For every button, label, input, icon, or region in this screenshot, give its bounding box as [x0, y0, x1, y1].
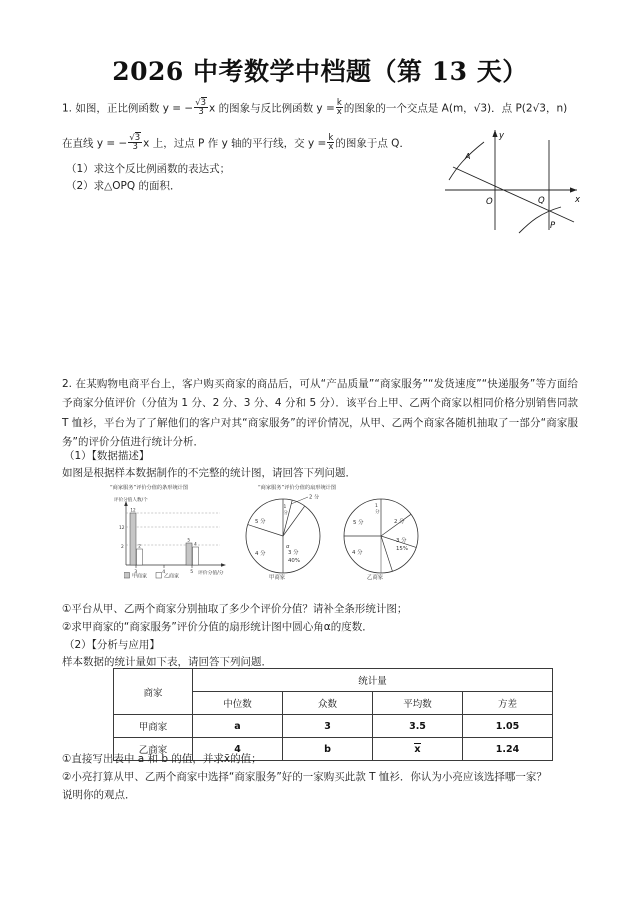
table-row-jia-mode: 3 — [283, 715, 373, 738]
fraction-sqrt3-over-3: $\frac{√3}{3}$ — [195, 97, 207, 118]
pie-yi-slice-2fen: 2 分 — [394, 519, 405, 525]
statistics-table — [113, 668, 553, 761]
legend-label-yi: 乙商家 — [164, 573, 180, 580]
pie-yi-caption: 乙商家 — [367, 575, 384, 580]
table-row-jia-variance: 1.05 — [463, 715, 553, 738]
statistics-charts — [110, 484, 440, 584]
pie-jia-slice-5fen: 5 分 — [255, 519, 266, 525]
fraction-k-over-x: $\frac{k}{x}$ — [336, 97, 342, 118]
bar-chart-y-tick-2: 2 — [121, 545, 124, 550]
pie-yi-slice-3fen-pct: 15% — [396, 546, 408, 552]
bar-chart-legend — [124, 570, 234, 582]
problem-1-line1-a: 如图，正比例函数 y = − — [75, 102, 194, 115]
figure-label-Q: Q — [538, 196, 545, 206]
bar-chart-x-tick-5: 5 — [190, 570, 194, 575]
table-row-yi-mean — [373, 738, 463, 761]
figure-label-O: O — [486, 197, 493, 207]
fraction-sqrt3-over-3-b: $\frac{√3}{3}$ — [129, 132, 141, 153]
pie-chart-jia — [236, 492, 330, 580]
pie-yi-slice-5fen: 5 分 — [353, 520, 364, 526]
pie-yi-slice-3fen: 3 分 — [396, 538, 407, 544]
problem-2-paragraph — [62, 375, 578, 453]
problem-1-statement — [62, 99, 582, 118]
pie-yi-slice-1fen: 1 — [375, 504, 378, 509]
problem-1-line1-c: 的图象的一个交点是 A(m，√3)．点 P(2√3，n) — [343, 102, 568, 115]
pie-chart-yi — [334, 492, 428, 580]
bar-chart-y-tick-12: 12 — [119, 526, 125, 531]
legend-swatch-yi — [156, 573, 162, 579]
problem-1-sub-2: （2）求△OPQ 的面积． — [66, 180, 181, 192]
table-row-yi-variance: 1.24 — [463, 738, 553, 761]
pie-yi-slice-4fen: 4 分 — [352, 550, 363, 556]
table-row-yi-label: 乙商家 — [114, 738, 193, 761]
legend-swatch-jia — [124, 573, 130, 579]
table-row-jia-mean: 3.5 — [373, 715, 463, 738]
problem-2-section-2-heading: （2）【分析与应用】 — [64, 639, 160, 651]
bar-chart-title: “商家服务”评价分值的条形统计图 — [110, 485, 189, 491]
problem-2-question-4-line1: ②小亮打算从甲、乙两个商家中选择“商家服务”好的一家购买此款 T 恤衫．你认为小亮应该选择哪一家？ — [62, 771, 547, 783]
bar-label-2: 2 — [138, 543, 141, 549]
pie-jia-slice-1fen-unit: 分 — [283, 511, 288, 516]
table-row-yi-median: 4 — [193, 738, 283, 761]
figure-label-A: A — [465, 152, 471, 161]
bar-label-5: 5 — [187, 537, 191, 543]
problem-2-section-1-heading: （1）【数据描述】 — [64, 450, 150, 462]
problem-1-figure — [437, 118, 587, 236]
bar-yi-3 — [137, 549, 143, 565]
figure-axis-x-label: x — [575, 195, 581, 205]
figure-axis-y-label: y — [499, 131, 505, 141]
table-row-jia-label: 甲商家 — [114, 715, 193, 738]
problem-1-sub-1: （1）求这个反比例函数的表达式； — [66, 163, 231, 175]
problem-1-statement-line2 — [62, 134, 432, 153]
bar-label-4: 4 — [194, 541, 197, 547]
bar-label-12: 12 — [130, 507, 136, 513]
table-header-row-1 — [114, 669, 553, 692]
problem-1-number: 1. — [62, 102, 73, 115]
problem-2-section-2-lead: 样本数据的统计量如下表，请回答下列问题． — [62, 656, 272, 668]
bar-chart-x-tick-4: 4 — [162, 570, 166, 575]
fraction-k-over-x-b: $\frac{k}{x}$ — [328, 132, 334, 153]
table-column-mean: 平均数 — [373, 692, 463, 715]
bar-yi-5 — [193, 547, 199, 565]
table-corner-label: 商家 — [114, 669, 193, 715]
table-row-jia-median: a — [193, 715, 283, 738]
bar-jia-3 — [130, 513, 136, 565]
problem-2-paragraph-text: 在某购物电商平台上，客户购买商家的商品后，可从“产品质量”“商家服务”“发货速度”“快递服务”等方面给予商家分值评价（分值为 1 分、2 分、3 分、4 分和 5 分）．该平台上甲、乙两个商家以相同价格分别销售同款 T 恤衫，平台为了了解他们的客户对其“商家服务”的评价情况，从甲、乙两个商家各随机抽取了一部分“商家服务”的评价分值进行统计分析． — [62, 378, 578, 449]
pie-jia-caption: 甲商家 — [269, 575, 286, 580]
legend-label-jia: 甲商家 — [132, 573, 148, 580]
bar-chart-y-axis-label: 评价分值人数/个 — [114, 498, 148, 503]
table-column-variance: 方差 — [463, 692, 553, 715]
problem-2-number: 2. — [62, 378, 73, 390]
problem-2-section-1-lead: 如图是根据样本数据制作的不完整的统计图，请回答下列问题． — [62, 467, 356, 479]
table-row — [114, 715, 553, 738]
pie-chart-title: “商家服务”评价分值的扇形统计图 — [258, 485, 337, 491]
bar-jia-5 — [186, 543, 192, 565]
pie-jia-slice-2fen: 2 分 — [309, 494, 320, 501]
bar-chart-x-axis-label: 评价分值/分 — [198, 571, 224, 576]
table-column-mode: 众数 — [283, 692, 373, 715]
table-group-header: 统计量 — [193, 669, 553, 692]
figure-label-P: P — [550, 221, 556, 231]
x-bar-symbol: x — [414, 743, 421, 755]
pie-jia-alpha-label: α — [286, 544, 290, 550]
problem-2-question-3: ①直接写出表中 a 和 b 的值，并求x̄的值； — [62, 753, 262, 765]
table-column-median: 中位数 — [193, 692, 283, 715]
bar-chart-x-tick-3: 3 — [134, 570, 138, 575]
problem-2-question-4-line2: 说明你的观点． — [62, 789, 136, 801]
problem-1-line1-b: x 的图象与反比例函数 y = — [209, 102, 335, 115]
page-title: 2026 中考数学中档题（第 13 天） — [112, 57, 528, 86]
problem-1-line2-a: 在直线 y = − — [62, 137, 128, 150]
pie-jia-slice-1fen: 1 — [283, 505, 287, 510]
problem-2-question-2: ②求甲商家的“商家服务”评价分值的扇形统计图中圆心角α的度数． — [62, 621, 373, 633]
pie-jia-slice-3fen-pct: 40% — [288, 558, 300, 564]
table-row-yi-mode: b — [283, 738, 373, 761]
pie-jia-slice-4fen: 4 分 — [255, 551, 266, 557]
problem-2-question-1: ①平台从甲、乙两个商家分别抽取了多少个评价分值？请补全条形统计图； — [62, 603, 408, 615]
pie-jia-slice-3fen: 3 分 — [288, 550, 299, 556]
problem-1-line2-c: 的图象于点 Q． — [335, 137, 410, 150]
problem-1-line2-b: x 上，过点 P 作 y 轴的平行线，交 y = — [143, 137, 327, 150]
pie-yi-slice-1fen-unit: 分 — [375, 510, 380, 515]
